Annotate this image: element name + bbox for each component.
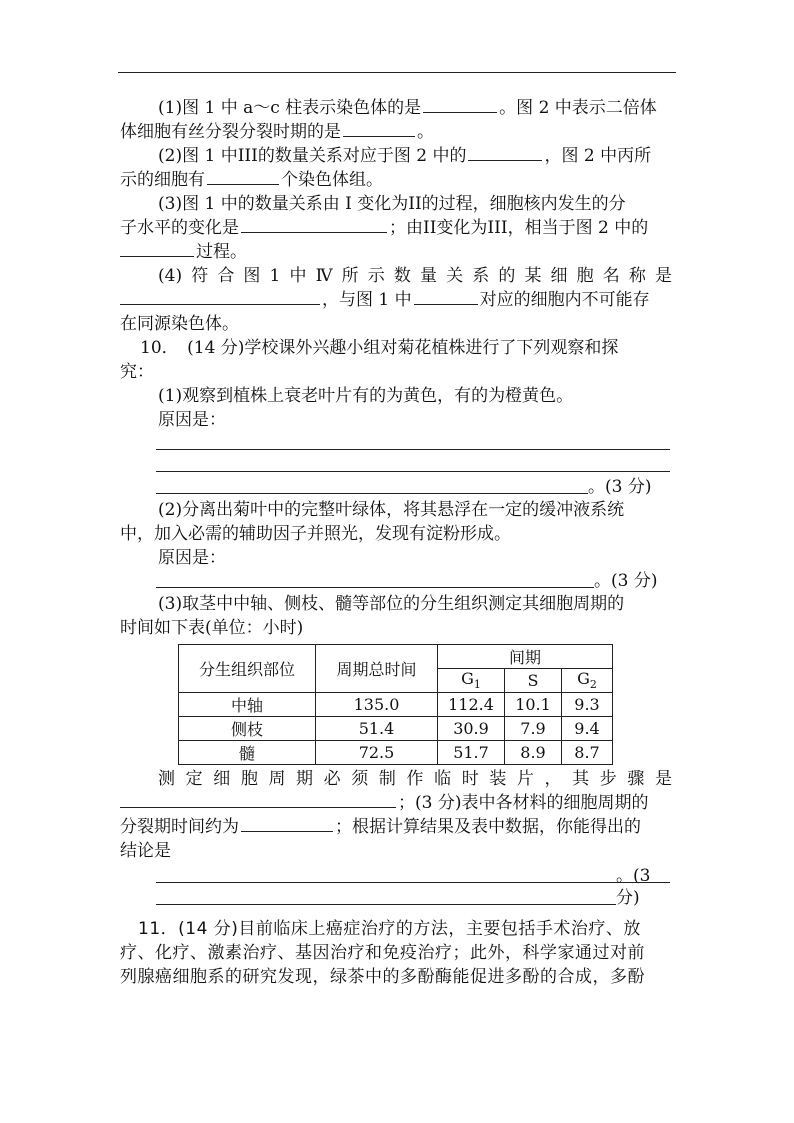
table-header-s: S	[505, 669, 562, 693]
q10-conclusion-label: 结论是	[120, 841, 171, 861]
q10-sub3-line2: 时间如下表(单位：小时)	[120, 618, 304, 638]
answer-blank[interactable]	[423, 96, 497, 113]
exam-page	[120, 96, 672, 989]
answer-line[interactable]	[156, 454, 672, 476]
answer-line[interactable]	[156, 476, 672, 498]
table-header-g1: $G_1$	[438, 669, 505, 693]
answer-blank[interactable]	[468, 144, 542, 161]
answer-blank[interactable]	[414, 288, 478, 305]
answer-blank[interactable]	[207, 168, 279, 185]
q9-part3-line3: 过程。	[120, 240, 672, 264]
table-row: 髓 72.5 51.7 8.9 8.7	[179, 741, 613, 765]
q9-part1-line2: 体细胞有丝分裂分裂时期的是 。	[120, 122, 434, 142]
table-header-interphase: 间期	[438, 645, 613, 669]
q9-part4-line1: (4) 符 合 图 1 中 Ⅳ 所 示 数 量 关 系 的 某 细 胞 名 称 是	[158, 266, 672, 286]
q10-reason2-label: 原因是：	[158, 548, 226, 568]
q10-sub3-line1: (3)取茎中中轴、侧枝、髓等部位的分生组织测定其细胞周期的	[158, 594, 625, 614]
table-header-g2: $G_2$	[562, 669, 613, 693]
q10-table-prompt-line2: ；(3 分)表中各材料的细胞周期的	[120, 791, 672, 815]
answer-blank[interactable]	[120, 288, 320, 305]
q10-sub2-line1: (2)分离出菊叶中的完整叶绿体，将其悬浮在一定的缓冲液系统	[158, 500, 625, 520]
q11-line1: 11．(14 分)目前临床上癌症治疗的方法，主要包括手术治疗、放	[138, 919, 641, 939]
score-note: 。(3 分)	[588, 477, 652, 497]
cell-cycle-table	[178, 644, 613, 765]
answer-blank[interactable]	[241, 216, 387, 233]
q10-table-prompt-line1: 测 定 细 胞 周 期 必 须 制 作 临 时 装 片 ， 其 步 骤 是	[158, 769, 672, 789]
q10-heading-line2: 究：	[120, 362, 154, 382]
answer-line[interactable]	[156, 863, 672, 887]
q11-line2: 疗、化疗、激素治疗、基因治疗和免疫治疗；此外，科学家通过对前	[120, 943, 645, 963]
answer-line[interactable]	[156, 570, 672, 592]
score-note: 。(3 分)	[616, 866, 651, 908]
q9-part3-line2: 子水平的变化是 ；由II变化为III，相当于图 2 中的	[120, 218, 649, 238]
table-row: 中轴 135.0 112.4 10.1 9.3	[179, 693, 613, 717]
q9-part3-line1: (3)图 1 中的数量关系由 I 变化为II的过程，细胞核内发生的分	[158, 194, 626, 214]
answer-blank[interactable]	[120, 240, 194, 257]
q9-part4-line2: ，与图 1 中 对应的细胞内不可能存	[120, 288, 672, 312]
q10-heading-line1: 10． (14 分)学校课外兴趣小组对菊花植株进行了下列观察和探	[140, 338, 619, 358]
answer-line[interactable]	[156, 432, 672, 454]
q10-reason1-label: 原因是：	[158, 410, 226, 430]
q10-sub2-line2: 中，加入必需的辅助因子并照光，发现有淀粉形成。	[120, 524, 511, 544]
answer-blank[interactable]	[120, 791, 396, 808]
q9-part4-line3: 在同源染色体。	[120, 314, 239, 334]
table-row: 侧枝 51.4 30.9 7.9 9.4	[179, 717, 613, 741]
q9-part2-line1: (2)图 1 中III的数量关系对应于图 2 中的 ，图 2 中丙所	[158, 146, 652, 166]
score-note: 。(3 分)	[594, 571, 658, 591]
q11-line3: 列腺癌细胞系的研究发现，绿茶中的多酚酶能促进多酚的合成，多酚	[120, 967, 645, 987]
table-header-total: 周期总时间	[316, 645, 438, 693]
q10-table-prompt-line3: 分裂期时间约为 ；根据计算结果及表中数据，你能得出的	[120, 817, 641, 837]
answer-blank[interactable]	[343, 120, 415, 137]
header-rule	[118, 72, 676, 73]
answer-line[interactable]	[156, 866, 672, 909]
table-header-part: 分生组织部位	[179, 645, 316, 693]
q9-part1-line1: (1)图 1 中 a～c 柱表示染色体的是 。图 2 中表示二倍体	[158, 98, 657, 118]
q9-part2-line2: 示的细胞有 个染色体组。	[120, 170, 383, 190]
answer-blank[interactable]	[241, 815, 333, 832]
q10-sub1: (1)观察到植株上衰老叶片有的为黄色，有的为橙黄色。	[158, 386, 574, 406]
